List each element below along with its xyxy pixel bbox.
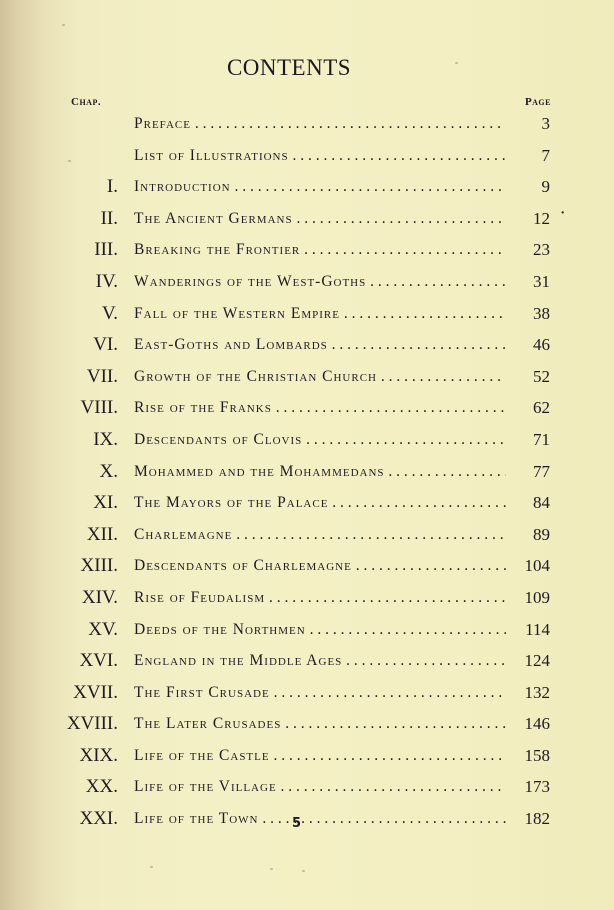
- toc-entry[interactable]: [0, 301, 614, 333]
- chapter-title: Descendants of Charlemagne . . .: [134, 553, 506, 579]
- chapter-number: IV.: [95, 270, 118, 292]
- toc-entry[interactable]: [0, 174, 614, 206]
- chapter-number: I.: [106, 176, 118, 198]
- page-number: 23: [533, 240, 550, 260]
- toc-entry[interactable]: [0, 585, 614, 617]
- chapter-number: XVIII.: [66, 713, 118, 735]
- chapter-number: II.: [100, 207, 118, 229]
- chapter-title: Life of the Village . . .: [134, 774, 506, 800]
- chapter-number: XI.: [93, 492, 118, 514]
- page-folio-number: 5: [292, 816, 302, 831]
- chapter-title: Wanderings of the West-Goths . . .: [134, 269, 506, 295]
- page-number: 109: [524, 587, 550, 607]
- paper-speck: [62, 24, 65, 26]
- chapter-title: Deeds of the Northmen . . .: [134, 617, 506, 643]
- toc-entry-preface[interactable]: [0, 111, 614, 143]
- chapter-title: The First Crusade . . .: [134, 680, 506, 706]
- chapter-title: Descendants of Clovis . . .: [134, 427, 506, 453]
- toc-entry[interactable]: [0, 806, 614, 838]
- chapter-title: Life of the Town . . .: [134, 806, 506, 832]
- page-number: 77: [533, 461, 550, 481]
- chapter-number: XIV.: [81, 586, 118, 608]
- toc-entry[interactable]: [0, 648, 614, 680]
- chapter-title: The Mayors of the Palace . . .: [134, 490, 506, 516]
- chapter-number: XX.: [85, 776, 118, 798]
- page-number: 7: [541, 145, 550, 165]
- page-number: 52: [533, 366, 550, 386]
- chapter-number: XVI.: [79, 650, 118, 672]
- chapter-number: XV.: [88, 618, 118, 640]
- toc-entry[interactable]: [0, 680, 614, 712]
- toc-entry[interactable]: [0, 237, 614, 269]
- chapter-number: VII.: [86, 365, 118, 387]
- page-number: 62: [533, 398, 550, 418]
- toc-entry-illustrations[interactable]: [0, 143, 614, 175]
- page-number: 46: [533, 335, 550, 355]
- chapter-number: XVII.: [73, 681, 118, 703]
- page-number: 84: [533, 493, 550, 513]
- toc-entry[interactable]: [0, 553, 614, 585]
- contents-list: [0, 111, 614, 838]
- page-column-header: Page: [524, 96, 551, 108]
- page-number: 158: [524, 745, 550, 765]
- toc-entry[interactable]: [0, 427, 614, 459]
- toc-entry[interactable]: [0, 206, 614, 238]
- chapter-title: Rise of Feudalism . . .: [134, 585, 506, 611]
- page-number: 38: [533, 303, 550, 323]
- paper-speck: [270, 868, 273, 870]
- toc-entry[interactable]: [0, 743, 614, 775]
- chapter-title: Breaking the Frontier . . .: [134, 237, 506, 263]
- page-number: 124: [524, 651, 550, 671]
- paper-speck: [302, 870, 305, 872]
- chapter-title: Life of the Castle . . .: [134, 743, 506, 769]
- chapter-title: East-Goths and Lombards . . .: [134, 332, 506, 358]
- toc-entry[interactable]: [0, 774, 614, 806]
- chapter-title: List of Illustrations . . .: [134, 143, 506, 169]
- chapter-title: England in the Middle Ages . . .: [134, 648, 506, 674]
- page-number: 9: [541, 177, 550, 197]
- page-number: 31: [533, 271, 550, 291]
- chapter-title: Rise of the Franks . . .: [134, 395, 506, 421]
- chapter-title: Fall of the Western Empire . . .: [134, 301, 506, 327]
- toc-entry[interactable]: [0, 617, 614, 649]
- chapter-title: The Ancient Germans . . .: [134, 206, 506, 232]
- toc-entry[interactable]: [0, 395, 614, 427]
- toc-entry[interactable]: [0, 522, 614, 554]
- chapter-number: V.: [101, 302, 118, 324]
- page-number: 89: [533, 524, 550, 544]
- stray-ink-mark: ·: [560, 206, 565, 221]
- toc-entry[interactable]: [0, 490, 614, 522]
- chapter-title: Preface . . .: [134, 111, 506, 137]
- chapter-number: XXI.: [79, 808, 118, 830]
- page-number: 12: [533, 208, 550, 228]
- chapter-number: VI.: [93, 334, 118, 356]
- page-number: 3: [541, 114, 550, 133]
- toc-entry[interactable]: [0, 269, 614, 301]
- page-number: 173: [524, 777, 550, 797]
- toc-entry[interactable]: [0, 711, 614, 743]
- chapter-title: Introduction . . .: [134, 174, 506, 200]
- chapter-title: The Later Crusades . . .: [134, 711, 506, 737]
- chapter-column-header: Chap.: [71, 96, 102, 108]
- page-number: 146: [524, 714, 550, 734]
- page-number: 182: [524, 809, 550, 829]
- toc-entry[interactable]: [0, 332, 614, 364]
- chapter-title: Growth of the Christian Church . . .: [134, 364, 506, 390]
- chapter-number: VIII.: [80, 397, 118, 419]
- chapter-number: XIII.: [80, 555, 118, 577]
- toc-entry[interactable]: [0, 459, 614, 491]
- chapter-number: XIX.: [79, 744, 118, 766]
- page-number: 104: [524, 556, 550, 576]
- chapter-number: X.: [99, 460, 118, 482]
- chapter-number: IX.: [93, 428, 118, 450]
- chapter-title: Mohammed and the Mohammedans . . .: [134, 459, 506, 485]
- page-number: 114: [525, 619, 550, 639]
- page-number: 132: [524, 682, 550, 702]
- page-number: 71: [533, 429, 550, 449]
- toc-entry[interactable]: [0, 364, 614, 396]
- chapter-number: III.: [94, 239, 118, 261]
- chapter-title: Charlemagne . . .: [134, 522, 506, 548]
- page-title: CONTENTS: [226, 55, 352, 80]
- chapter-number: XII.: [86, 523, 118, 545]
- paper-speck: [150, 866, 153, 868]
